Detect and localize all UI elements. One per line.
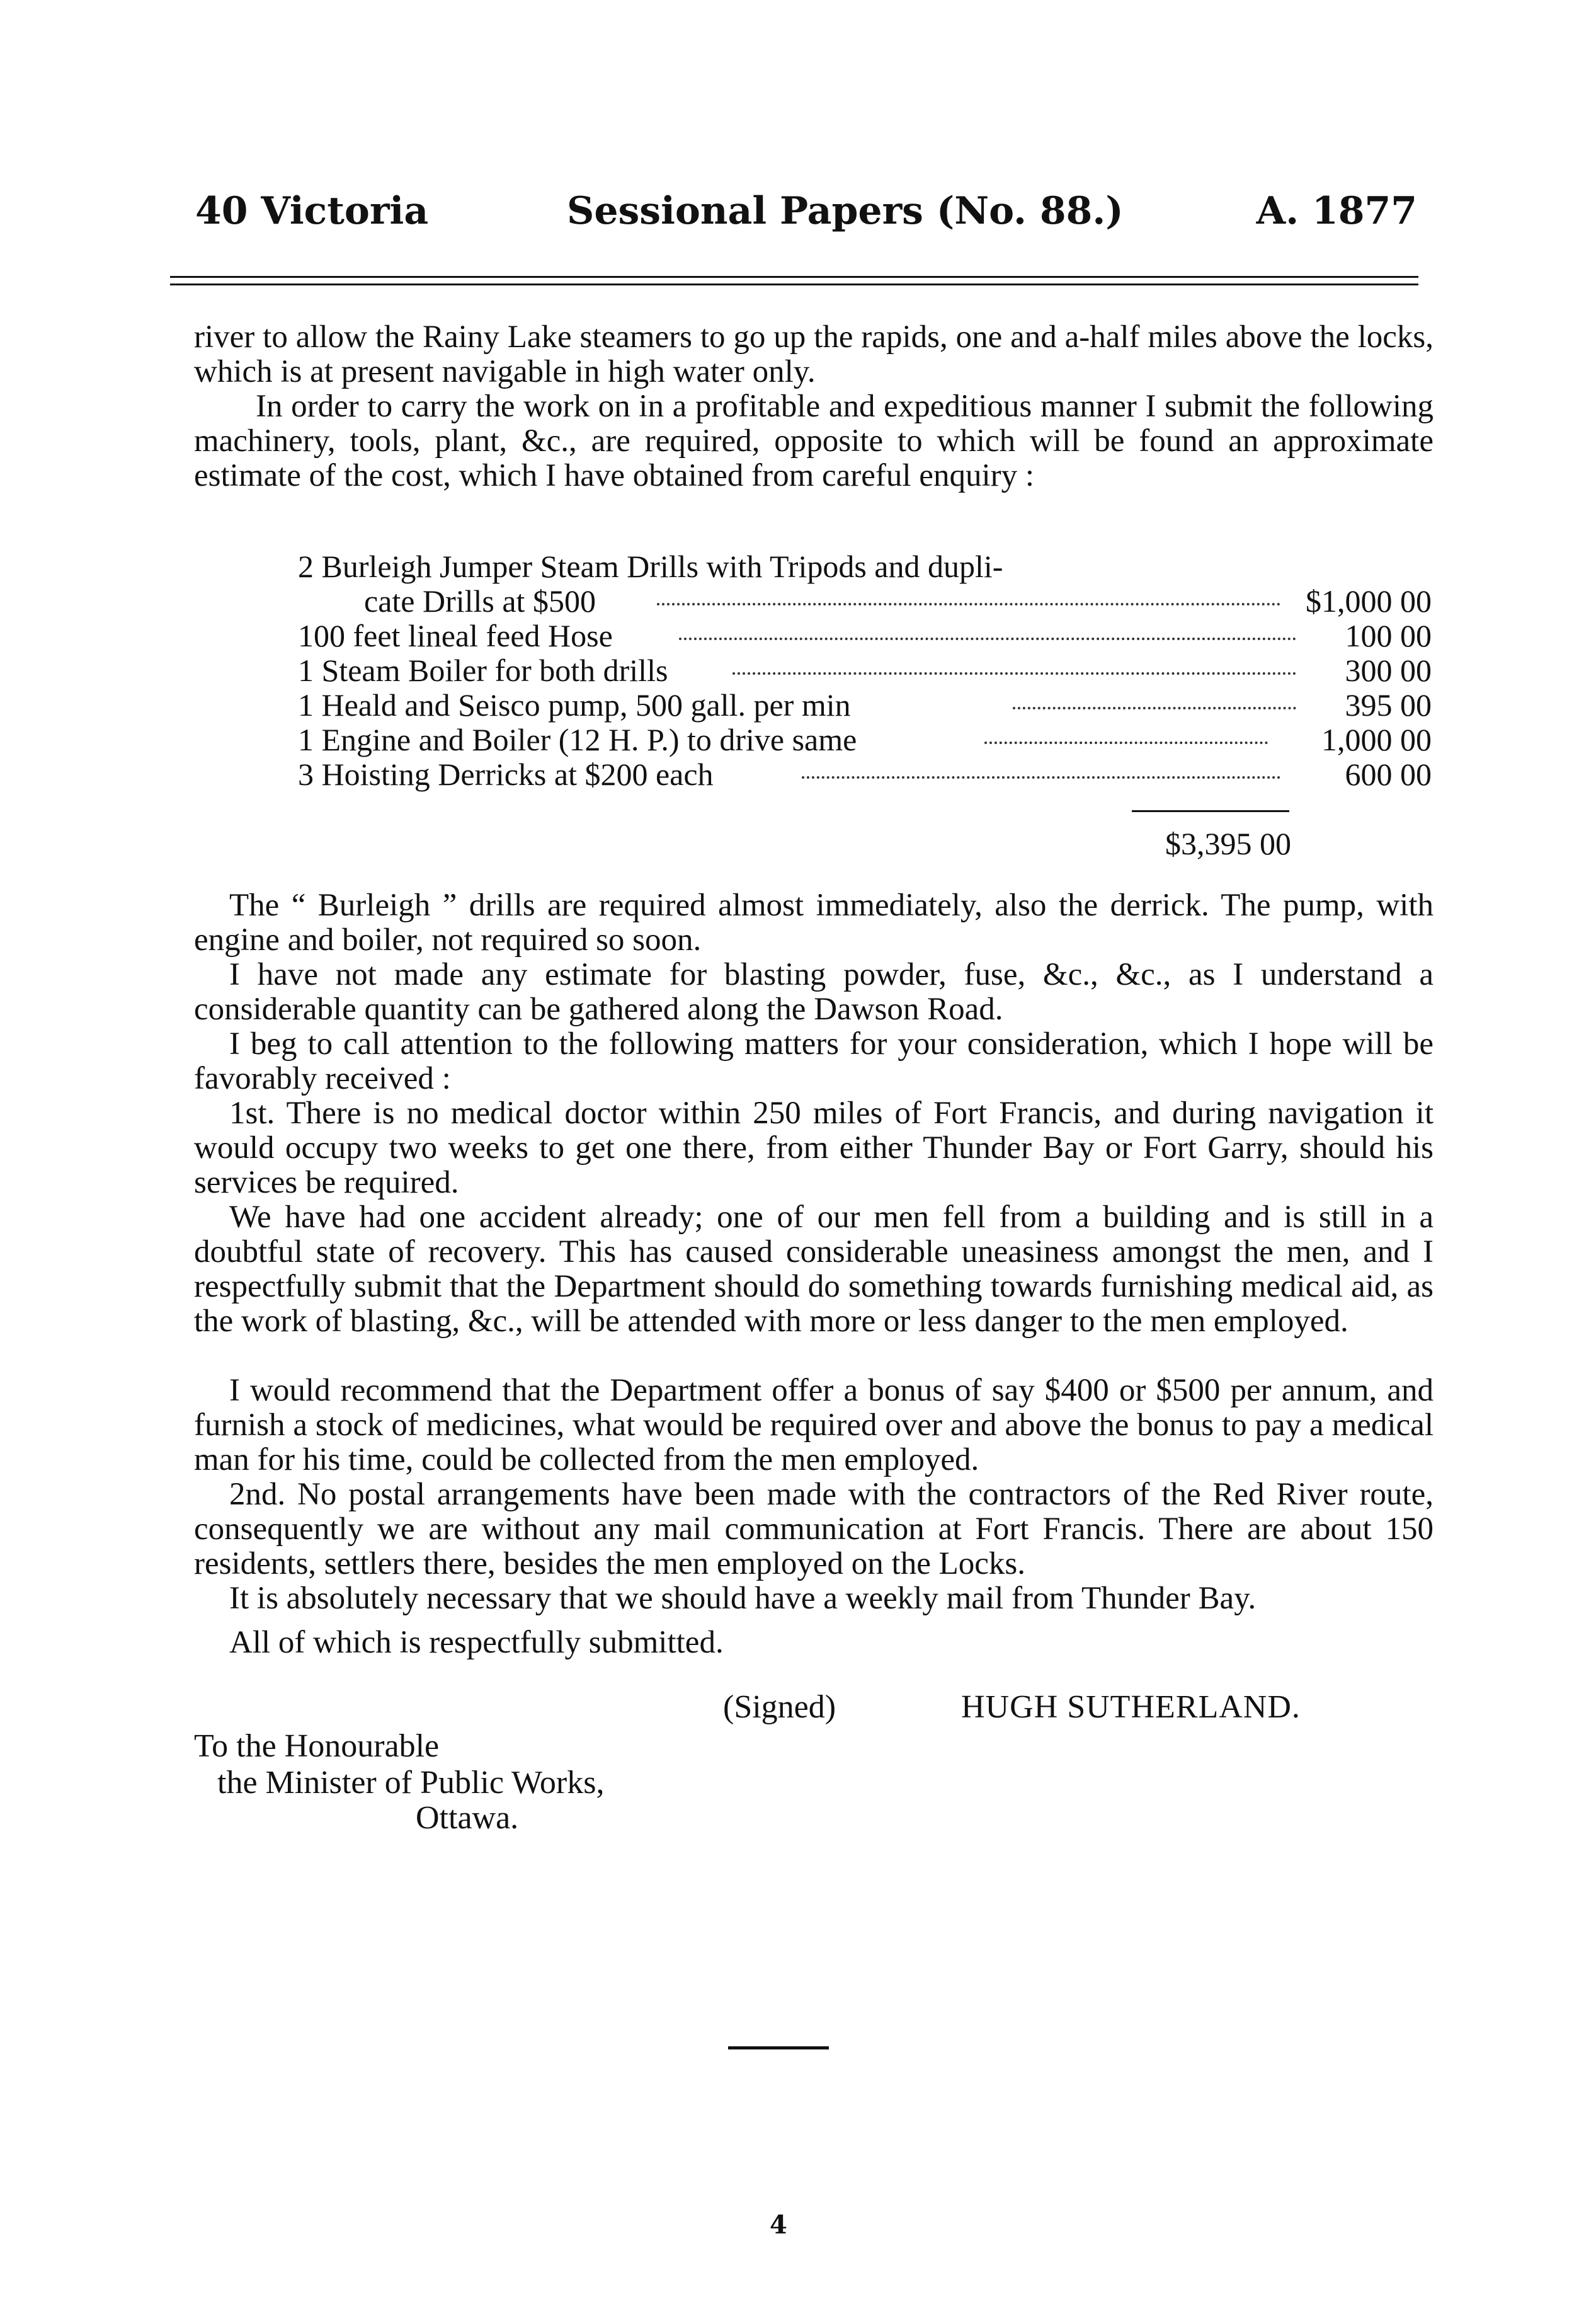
leader-dots [679, 634, 1296, 640]
item-description: 2 Burleigh Jumper Steam Drills with Tripods and dupli- [298, 549, 1003, 584]
page-header [195, 189, 1417, 239]
leader-dots [984, 738, 1268, 744]
list-item [298, 721, 1432, 757]
body-paragraph-medical: 1st. There is no medical doctor within 250 miles of Fort Francis, and during navigation it would occupy two weeks to get one there, from either Thunder Bay or Fort Garry, should his services be required. [194, 1096, 1434, 1200]
body-paragraph-attention: I beg to call attention to the following matters for your consideration, which I hope will be favorably received : [194, 1026, 1434, 1096]
end-rule [728, 2046, 829, 2049]
item-amount: 100 00 [1345, 618, 1432, 653]
address-line-3: Ottawa. [416, 1800, 519, 1836]
item-description: cate Drills at $500 [364, 583, 596, 619]
list-item [298, 756, 1432, 792]
item-amount: 600 00 [1345, 757, 1432, 792]
item-amount: 1,000 00 [1321, 722, 1432, 757]
leader-dots [802, 772, 1280, 779]
list-item [298, 548, 1306, 583]
header-session: 40 Victoria [195, 189, 429, 233]
body-paragraph-accident: We have had one accident already; one of our men fell from a building and is still in a doubtful state of recovery. This has caused considerable uneasiness amongst the men, and I respectfully submit that the Department should do something towards furnishing medical aid, as the work of blasting, &c., will be attended with more or less danger to the men employed. [194, 1200, 1434, 1339]
leader-dots [1013, 703, 1296, 709]
estimate-total: $3,395 00 [1165, 826, 1291, 861]
intro-paragraph: river to allow the Rainy Lake steamers to go up the rapids, one and a-half miles above the locks, which is at present navigable in high water only. [194, 319, 1434, 389]
address-line-2: the Minister of Public Works, [217, 1765, 605, 1801]
body-paragraph-burleigh: The “ Burleigh ” drills are required almost immediately, also the derrick. The pump, with engine and boiler, not required so soon. [194, 888, 1434, 958]
body-paragraph-blasting: I have not made any estimate for blasting powder, fuse, &c., &c., as I understand a considerable quantity can be gathered along the Dawson Road. [194, 957, 1434, 1027]
header-title: Sessional Papers (No. 88.) [567, 189, 1124, 233]
list-item [298, 687, 1432, 723]
leader-dots [657, 599, 1280, 605]
leader-dots [732, 668, 1296, 675]
item-description: 100 feet lineal feed Hose [298, 618, 613, 653]
list-item [298, 652, 1432, 688]
item-description: 1 Heald and Seisco pump, 500 gall. per min [298, 687, 851, 723]
item-amount: $1,000 00 [1306, 583, 1432, 619]
total-rule [1132, 810, 1289, 812]
item-description: 1 Engine and Boiler (12 H. P.) to drive same [298, 722, 857, 757]
intro-paragraph-2: In order to carry the work on in a profitable and expeditious manner I submit the following machinery, tools, plant, &c., are required, opposite to which will be found an approximate estimate of the cost, which I have obtained from careful enquiry : [194, 389, 1434, 493]
page-number: 4 [770, 2210, 787, 2240]
address-line-1: To the Honourable [194, 1728, 440, 1764]
item-amount: 395 00 [1345, 687, 1432, 723]
body-paragraph-postal: 2nd. No postal arrangements have been made with the contractors of the Red River route, consequently we are without any mail communication at Fort Francis. There are about 150 residents, settlers there, besides the men employed on the Locks. [194, 1477, 1434, 1581]
header-rule-top [170, 276, 1418, 278]
estimate-list [298, 548, 1432, 844]
item-amount: 300 00 [1345, 653, 1432, 688]
item-description: 3 Hoisting Derricks at $200 each [298, 757, 714, 792]
closing-line: All of which is respectfully submitted. [229, 1625, 724, 1660]
body-paragraph-mail: It is absolutely necessary that we should have a weekly mail from Thunder Bay. [229, 1581, 1257, 1616]
signed-label: (Signed) [723, 1689, 836, 1725]
item-description: 1 Steam Boiler for both drills [298, 653, 668, 688]
signer-name: HUGH SUTHERLAND. [961, 1689, 1301, 1725]
header-year: A. 1877 [1256, 189, 1417, 233]
body-paragraph-bonus: I would recommend that the Department offer a bonus of say $400 or $500 per annum, and furnish a stock of medicines, what would be required over and above the bonus to pay a medical man for his time, could be collected from the men employed. [194, 1373, 1434, 1477]
list-item [298, 617, 1432, 653]
header-rule-bottom [170, 284, 1418, 285]
list-item [298, 583, 1432, 619]
